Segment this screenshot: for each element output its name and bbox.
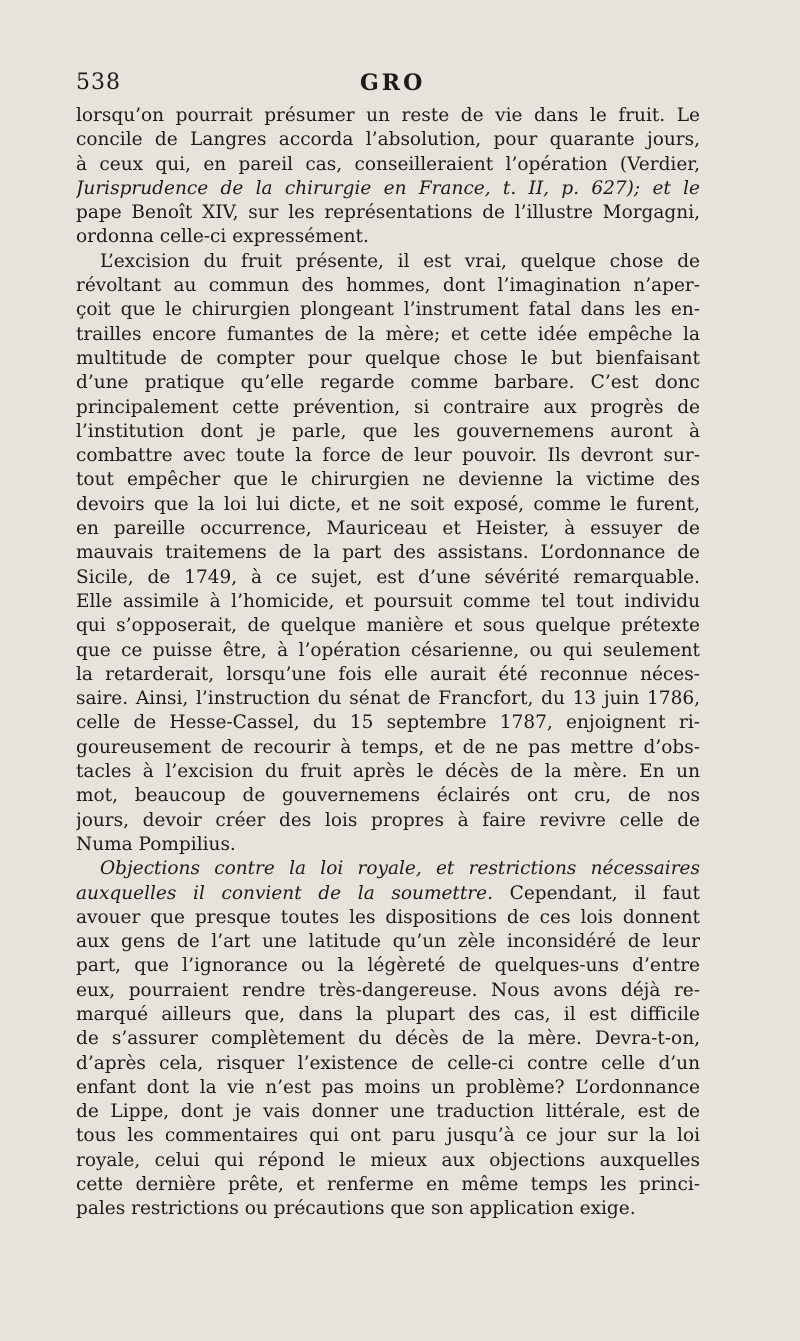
text-line [76,250,700,274]
text-line [76,882,700,906]
line-text: en pareille occurrence, Mauriceau et Heister, à essuyer de [76,518,700,540]
text-line [76,687,700,711]
line-text: ordonna celle-ci expressément. [76,226,369,248]
text-line [76,396,700,420]
line-text: avouer que presque toutes les dispositions de ces lois donnent [76,906,700,928]
line-text: d’après cela, risquer l’existence de celle-ci contre celle d’un [76,1052,700,1074]
line-text: pape Benoît XIV, sur les représentations de l’illustre Morgagni, [76,202,700,224]
line-text: goureusement de recourir à temps, et de ne pas mettre d’obs- [76,736,700,758]
line-text: jours, devoir créer des lois propres à faire revivre celle de [76,809,700,831]
line-text: tous les commentaires qui ont paru jusqu’à ce jour sur la loi [76,1125,700,1147]
line-text: Elle assimile à l’homicide, et poursuit comme tel tout individu [76,590,700,612]
line-text: d’une pratique qu’elle regarde comme barbare. C’est donc [76,372,700,394]
text-line [76,517,700,541]
line-text: trailles encore fumantes de la mère; et cette idée empêche la [76,323,700,345]
page-header [76,70,700,100]
text-line [76,371,700,395]
text-line [76,153,700,177]
line-text: principalement cette prévention, si contraire aux progrès de [76,396,700,418]
line-text: Sicile, de 1749, à ce sujet, est d’une sévérité remarquable. [76,566,700,588]
text-line [76,906,700,930]
line-text: enfant dont la vie n’est pas moins un problème? L’ordonnance [76,1076,700,1098]
line-text: L’excision du fruit présente, il est vrai, quelque chose de [100,250,700,272]
text-line [76,1100,700,1124]
line-text: tout empêcher que le chirurgien ne devienne la victime des [76,469,700,491]
text-line [76,1027,700,1051]
text-line [76,420,700,444]
text-line [76,711,700,735]
line-text: Numa Pompilius. [76,833,236,855]
text-line [76,347,700,371]
text-line [76,639,700,663]
text-line [76,177,700,201]
text-line [76,1124,700,1148]
text-line [76,760,700,784]
line-text: royale, celui qui répond le mieux aux objections auxquelles [76,1149,700,1171]
body-text [76,104,700,1222]
italic-text: Jurisprudence de la chirurgie en France, t. II, p. 627); et le [76,177,700,199]
text-line [76,1076,700,1100]
line-text: à ceux qui, en pareil cas, conseilleraient l’opération (Verdier, [76,153,700,175]
line-text: cette dernière prête, et renferme en même temps les princi- [76,1174,700,1196]
line-text: part, que l’ignorance ou la légèreté de quelques-uns d’entre [76,955,700,977]
text-line [76,930,700,954]
text-line [76,1149,700,1173]
text-line [76,201,700,225]
text-line [76,566,700,590]
text-line [76,104,700,128]
line-text: mot, beaucoup de gouvernemens éclairés ont cru, de nos [76,785,700,807]
running-head: GRO [360,70,426,96]
text-line [76,225,700,249]
line-text: multitude de compter pour quelque chose le but bienfaisant [76,347,700,369]
text-line [76,493,700,517]
line-text: eux, pourraient rendre très-dangereuse. Nous avons déjà re- [76,979,700,1001]
text-line [76,614,700,638]
line-text: devoirs que la loi lui dicte, et ne soit exposé, comme le furent, [76,493,700,515]
line-text: aux gens de l’art une latitude qu’un zèle inconsidéré de leur [76,931,700,953]
text-line [76,468,700,492]
line-text: qui s’opposerait, de quelque manière et sous quelque prétexte [76,615,700,637]
line-text: révoltant au commun des hommes, dont l’imagination n’aper- [76,275,700,297]
text-line [76,979,700,1003]
text-line [76,274,700,298]
line-text: celle de Hesse-Cassel, du 15 septembre 1787, enjoignent ri- [76,712,700,734]
line-text: que ce puisse être, à l’opération césarienne, ou qui seulement [76,639,700,661]
text-line [76,1173,700,1197]
text-line [76,323,700,347]
text-line [76,1052,700,1076]
text-line [76,954,700,978]
line-text: combattre avec toute la force de leur pouvoir. Ils devront sur- [76,445,700,467]
text-line [76,809,700,833]
text-line [76,784,700,808]
line-text: çoit que le chirurgien plongeant l’instrument fatal dans les en- [76,299,700,321]
line-text: marqué ailleurs que, dans la plupart des cas, il est difficile [76,1003,700,1025]
text-line [76,541,700,565]
text-line [76,1197,700,1221]
line-text: concile de Langres accorda l’absolution, pour quarante jours, [76,129,700,151]
line-text: Cependant, il faut [492,882,700,904]
text-line [76,736,700,760]
text-line [76,444,700,468]
line-text: lorsqu’on pourrait présumer un reste de vie dans le fruit. Le [76,105,700,126]
text-line [76,833,700,857]
line-text: de Lippe, dont je vais donner une traduction littérale, est de [76,1101,700,1123]
line-text: la retarderait, lorsqu’une fois elle aurait été reconnue néces- [76,663,700,685]
line-text: saire. Ainsi, l’instruction du sénat de Francfort, du 13 juin 1786, [76,688,700,710]
text-line [76,298,700,322]
text-line [76,1003,700,1027]
text-line [76,590,700,614]
italic-text: Objections contre la loi royale, et restrictions nécessaires [100,858,700,880]
line-text: mauvais traitemens de la part des assistans. L’ordonnance de [76,542,700,564]
line-text: pales restrictions ou précautions que son application exige. [76,1198,636,1220]
page-number: 538 [76,70,121,95]
italic-text: auxquelles il convient de la soumettre. [76,882,493,904]
line-text: l’institution dont je parle, que les gouvernemens auront à [76,420,700,442]
line-text: de s’assurer complètement du décès de la mère. Devra-t-on, [76,1028,700,1050]
text-line [76,857,700,881]
text-line [76,128,700,152]
text-line [76,663,700,687]
line-text: tacles à l’excision du fruit après le décès de la mère. En un [76,761,700,783]
